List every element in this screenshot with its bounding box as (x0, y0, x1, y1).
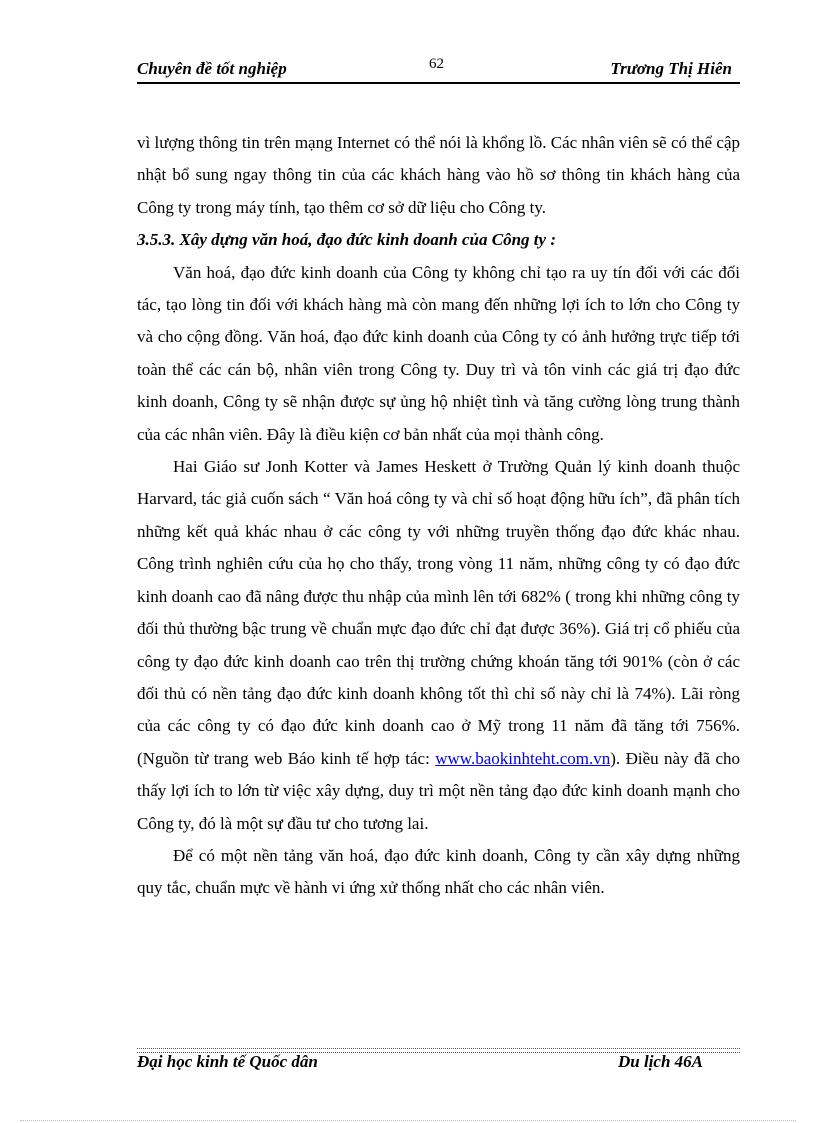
study-text-end: ). Điều này đã cho thấy lợi ích to lớn từ việc xây dựng, duy trì một nền tảng đạo đức kinh doanh mạnh cho Công ty, đó là một sự đầu tư cho tương lai. (137, 748, 741, 833)
section-heading: 3.5.3. Xây dựng văn hoá, đạo đức kinh doanh của Công ty : (137, 230, 556, 250)
footer-university: Đại học kinh tế Quốc dân (137, 1052, 318, 1071)
paragraph-rules: Để có một nền tảng văn hoá, đạo đức kinh doanh, Công ty cần xây dựng những quy tắc, chuẩn mực về hành vi ứng xử thống nhất cho các nhân viên. (137, 845, 740, 898)
header-author: Trương Thị Hiên (610, 59, 732, 78)
source-link[interactable]: www.baokinhteht.com.vn (435, 748, 611, 768)
footer-class: Du lịch 46A (618, 1052, 704, 1071)
study-text: Hai Giáo sư Jonh Kotter và James Heskett ở Trường Quản lý kinh doanh thuộc Harvard, tác giả cuốn sách “ Văn hoá công ty và chỉ số hoạt động hữu ích”, đã phân tích những kết quả khác nhau ở các công ty với những truyền thống đạo đức khác nhau. Công trình nghiên cứu của họ cho thấy, trong vòng 11 năm, những công ty có đạo đức kinh doanh cao đã nâng được thu nhập của mình lên tới 682% ( trong khi những công ty đối thủ thường bậc trung về chuẩn mực đạo đức chỉ đạt được 36%). Giá trị cổ phiếu của công ty đạo đức kinh doanh cao trên thị trường chứng khoán tăng tới 901% (còn ở các đối thủ có nền tảng đạo đức kinh doanh không tốt thì chỉ số này chỉ là 74%). Lãi ròng của các công ty có đạo đức kinh doanh cao ở Mỹ trong 11 năm đã tăng tới 756%. (Nguồn từ trang web Báo kinh tế hợp tác: (137, 457, 740, 768)
page-edge-divider (20, 1120, 796, 1121)
page-header (137, 52, 740, 84)
paragraph-culture-ethics: Văn hoá, đạo đức kinh doanh của Công ty không chỉ tạo ra uy tín đối với các đối tác, tạo lòng tin đối với khách hàng mà còn mang đến những lợi ích to lớn cho Công ty và cho cộng đồng. Văn hoá, đạo đức kinh doanh của Công ty có ảnh hưởng trực tiếp tới toàn thể các cán bộ, nhân viên trong Công ty. Duy trì và tôn vinh các giá trị đạo đức kinh doanh, Công ty sẽ nhận được sự ủng hộ nhiệt tình và tăng cường lòng trung thành của các nhân viên. Đây là điều kiện cơ bản nhất của mọi thành công. (137, 262, 740, 444)
paragraph-harvard-study (137, 451, 740, 840)
page-number: 62 (429, 56, 444, 72)
paragraph-continued: vì lượng thông tin trên mạng Internet có thể nói là khổng lồ. Các nhân viên sẽ có thể cập nhật bổ sung ngay thông tin của các khách hàng vào hồ sơ thông tin khách hàng của Công ty trong máy tính, tạo thêm cơ sở dữ liệu cho Công ty. (137, 133, 740, 217)
header-title: Chuyên đề tốt nghiệp (137, 59, 287, 78)
document-body (137, 127, 740, 905)
